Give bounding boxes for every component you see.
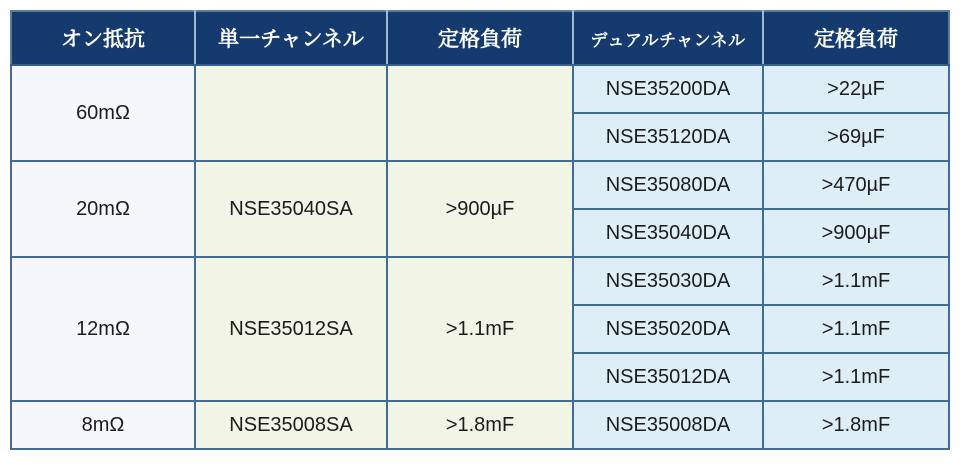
header-rated-load-single: 定格負荷 — [387, 11, 573, 65]
cell-dual-load: >22µF — [763, 65, 949, 113]
cell-dual-part: NSE35030DA — [573, 257, 763, 305]
cell-resistance: 8mΩ — [11, 401, 195, 449]
cell-single-part: NSE35008SA — [195, 401, 387, 449]
cell-single-part — [195, 65, 387, 161]
cell-single-part: NSE35012SA — [195, 257, 387, 401]
header-rated-load-dual: 定格負荷 — [763, 11, 949, 65]
cell-dual-part: NSE35080DA — [573, 161, 763, 209]
header-on-resistance: オン抵抗 — [11, 11, 195, 65]
header-single-channel: 単一チャンネル — [195, 11, 387, 65]
cell-resistance: 12mΩ — [11, 257, 195, 401]
cell-dual-load: >1.1mF — [763, 305, 949, 353]
header-row — [11, 11, 949, 65]
table-row — [11, 161, 949, 209]
table-row — [11, 257, 949, 305]
cell-resistance: 60mΩ — [11, 65, 195, 161]
cell-single-load: >1.8mF — [387, 401, 573, 449]
cell-dual-load: >69µF — [763, 113, 949, 161]
product-spec-table — [10, 10, 950, 450]
cell-dual-part: NSE35040DA — [573, 209, 763, 257]
cell-dual-load: >1.1mF — [763, 257, 949, 305]
cell-dual-load: >470µF — [763, 161, 949, 209]
table-row — [11, 401, 949, 449]
cell-single-load — [387, 65, 573, 161]
cell-dual-load: >900µF — [763, 209, 949, 257]
cell-single-load: >1.1mF — [387, 257, 573, 401]
header-dual-channel: デュアルチャンネル — [573, 11, 763, 65]
cell-dual-part: NSE35020DA — [573, 305, 763, 353]
cell-dual-part: NSE35120DA — [573, 113, 763, 161]
table-row — [11, 65, 949, 113]
cell-resistance: 20mΩ — [11, 161, 195, 257]
cell-dual-load: >1.8mF — [763, 401, 949, 449]
cell-dual-part: NSE35012DA — [573, 353, 763, 401]
cell-single-part: NSE35040SA — [195, 161, 387, 257]
cell-single-load: >900µF — [387, 161, 573, 257]
cell-dual-load: >1.1mF — [763, 353, 949, 401]
cell-dual-part: NSE35008DA — [573, 401, 763, 449]
cell-dual-part: NSE35200DA — [573, 65, 763, 113]
